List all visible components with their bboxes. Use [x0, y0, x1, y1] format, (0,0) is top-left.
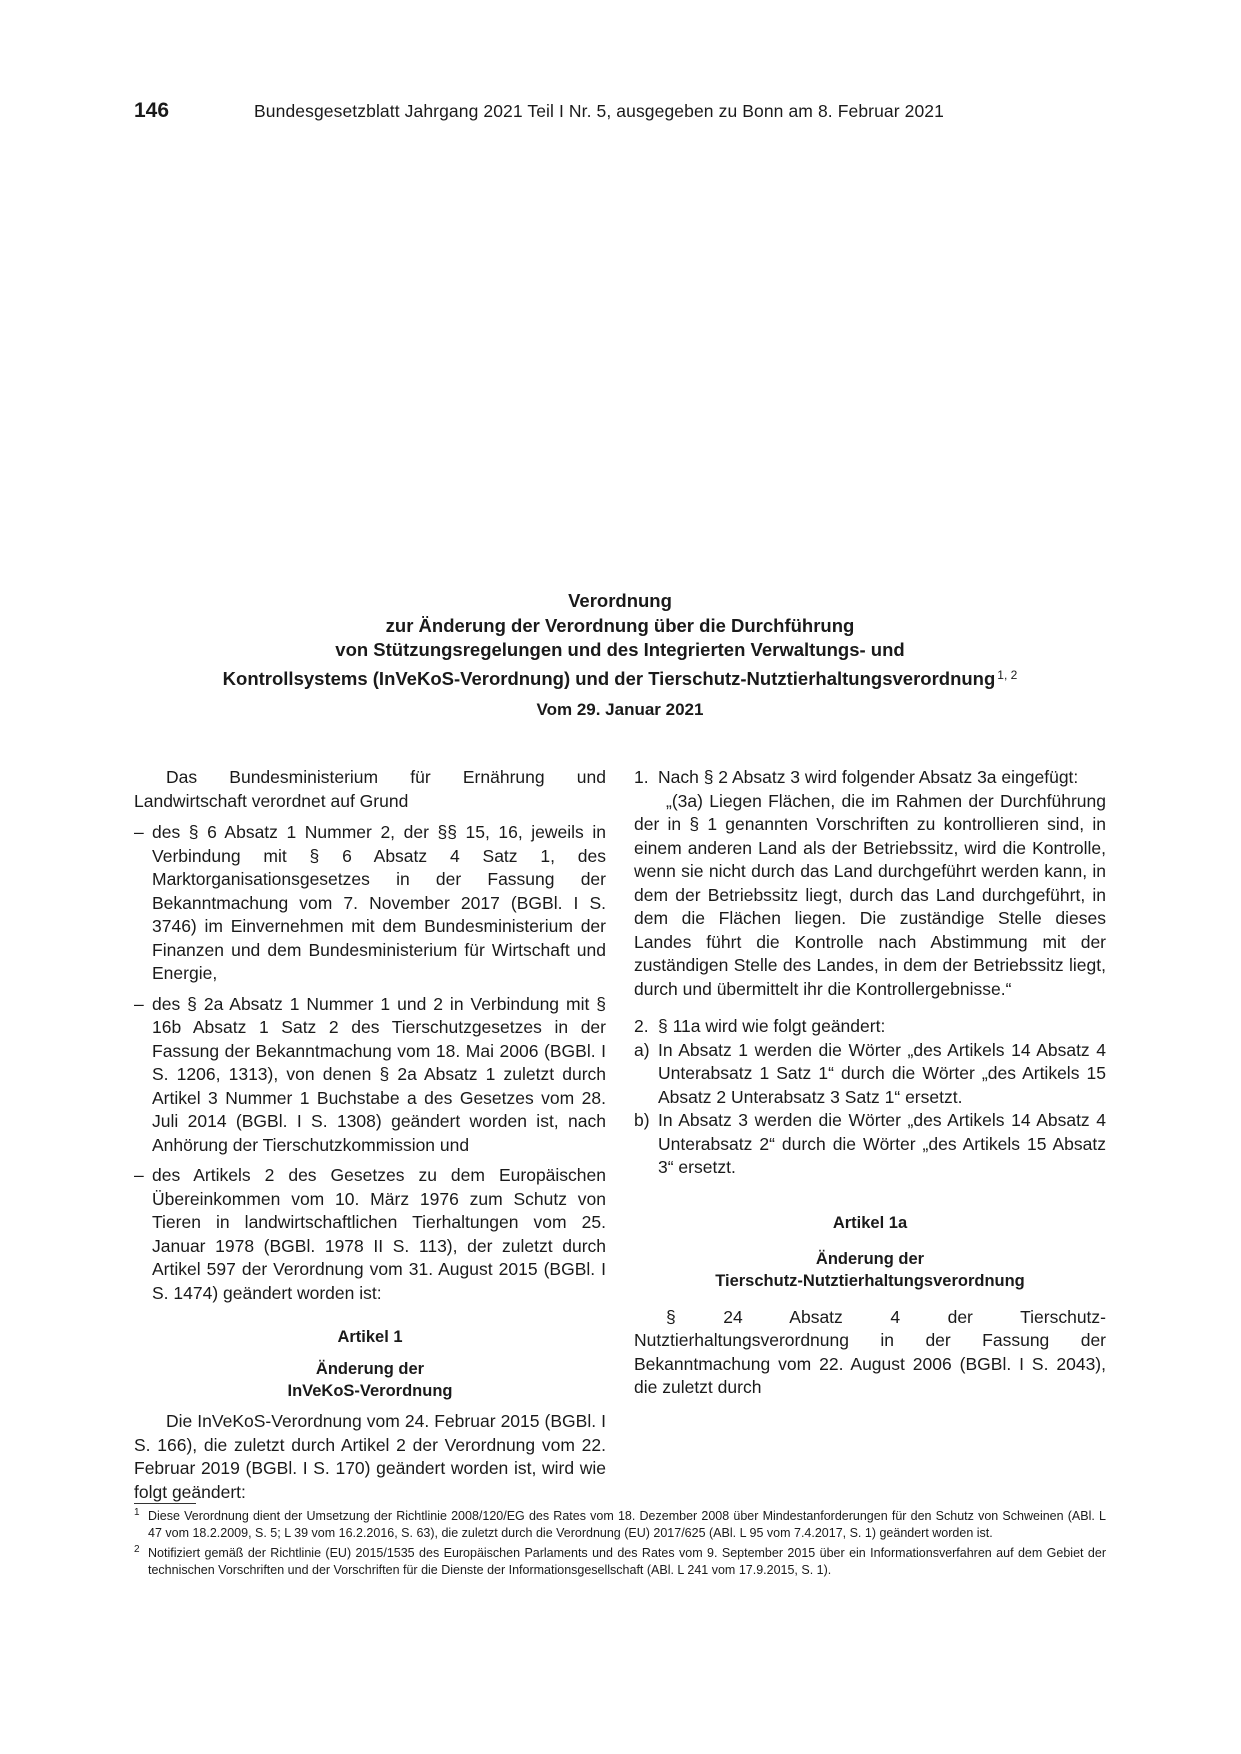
footnote-2 [134, 1545, 1106, 1578]
footnote-divider [134, 1503, 196, 1504]
item-number: 1. [634, 767, 649, 787]
footnote-mark: 1 [134, 1507, 140, 1518]
page-number: 146 [134, 99, 170, 122]
title-line-4 [120, 663, 1120, 692]
item-number: 2. [634, 1016, 649, 1036]
article-1-heading-line-2: InVeKoS-Verordnung [287, 1382, 453, 1400]
running-header [134, 99, 1116, 127]
footnote-2-text: Notifiziert gemäß der Richtlinie (EU) 2015/1535 des Europäischen Parlaments und des Rates vom 9. September 2015 über ein Informationsverfahren auf dem Gebiet der technischen Vorschriften und der Vorschriften für die Dienste der Informationsgesellschaft (ABl. L 241 vom 17.9.2015, S. 1). [148, 1546, 1106, 1577]
document-title [120, 589, 1120, 691]
dash-marker: – [134, 993, 144, 1014]
dash-marker: – [134, 1165, 144, 1185]
legal-basis-text: des § 6 Absatz 1 Nummer 2, der §§ 15, 16, jeweils in Verbindung mit § 6 Absatz 4 Satz 1, des Marktorganisationsgesetzes in der Fassung der Bekanntmachung vom 7. November 2017 (BGBl. I S. 3746) im Einvernehmen mit dem Bundesministerium der Finanzen und dem Bundesministerium für Wirtschaft und Energie, [152, 822, 606, 983]
subitem-label: a) [634, 1039, 650, 1060]
footnote-1 [134, 1508, 1106, 1541]
title-line-1: Verordnung [568, 590, 672, 611]
article-1a-heading-line-1: Änderung der [815, 1249, 925, 1268]
footnotes [134, 1503, 1106, 1582]
article-1a-label: Artikel 1a [832, 1213, 908, 1232]
right-column [634, 766, 1106, 1400]
preamble-intro: Das Bundesministerium für Ernährung und Landwirtschaft verordnet auf Grund [134, 767, 606, 811]
legal-basis-text: des § 2a Absatz 1 Nummer 1 und 2 in Verbindung mit § 16b Absatz 1 Satz 2 des Tierschutzgesetzes in der Fassung der Bekanntmachung vom 18. Mai 2006 (BGBl. I S. 1206, 1313), von denen § 2a Absatz 1 zuletzt durch Artikel 3 Nummer 1 Buchstabe a des Gesetzes vom 28. Juli 2014 (BGBl. I S. 1308) geändert worden ist, nach Anhörung der Tierschutzkommission und [152, 993, 606, 1155]
dash-marker: – [134, 822, 144, 842]
title-line-4-text: Kontrollsystems (InVeKoS-Verordnung) und der Tierschutz-Nutztierhaltungsverordnung [222, 667, 996, 689]
article-1a-heading-line-2: Tierschutz-Nutztierhaltungsverordnung [715, 1271, 1025, 1290]
left-column [134, 766, 606, 1504]
legal-basis-item [134, 1164, 606, 1305]
amendment-subitem-b-text: In Absatz 3 werden die Wörter „des Artikels 14 Absatz 4 Unterabsatz 2“ durch die Wörter „des Artikels 15 Absatz 3“ ersetzt. [658, 1110, 1106, 1177]
article-1-label: Artikel 1 [337, 1328, 403, 1346]
inserted-paragraph-3a: „(3a) Liegen Flächen, die im Rahmen der Durchführung der in § 1 genannten Vorschriften zu kontrollieren sind, in einem anderen Land als der Betriebssitz, wird die Kontrolle, wenn sie nicht durch das Land durchgeführt werden kann, in dem der Betriebssitz liegt, durch das Land durchgeführt, in dem die Flächen liegen. Die zuständige Stelle dieses Landes führt die Kontrolle nach Abstimmung mit der zuständigen Stelle des Landes, in dem der Betriebssitz liegt, durch und übermittelt ihr die Kontrollergebnisse.“ [634, 790, 1106, 999]
article-1-text: Die InVeKoS-Verordnung vom 24. Februar 2015 (BGBl. I S. 166), die zuletzt durch Artikel 2 der Verordnung vom 22. Februar 2019 (BGBl. I S. 170) geändert worden ist, wird wie folgt geändert: [134, 1411, 606, 1502]
amendment-subitem-a-text: In Absatz 1 werden die Wörter „des Artikels 14 Absatz 4 Unterabsatz 1 Satz 1“ durch die Wörter „des Artikels 15 Absatz 2 Unterabsatz 3 Satz 1“ ersetzt. [658, 1039, 1106, 1107]
article-1-heading-line-1: Änderung der [315, 1360, 425, 1378]
legal-basis-text: des Artikels 2 des Gesetzes zu dem Europäischen Übereinkommen vom 10. März 1976 zum Schutz von Tieren in landwirtschaftlichen Tierhaltungen vom 25. Januar 1978 (BGBl. 1978 II S. 113), der zuletzt durch Artikel 597 der Verordnung vom 31. August 2015 (BGBl. I S. 1474) geändert worden ist: [152, 1165, 606, 1303]
title-footnote-refs: 1, 2 [997, 667, 1018, 682]
legal-bases-list [134, 821, 606, 1305]
legal-basis-item [134, 993, 606, 1158]
publication-title: Bundesgesetzblatt Jahrgang 2021 Teil I Nr. 5, ausgegeben zu Bonn am 8. Februar 2021 [254, 101, 944, 121]
amendment-item-2 [634, 1015, 1106, 1039]
title-line-2: zur Änderung der Verordnung über die Durchführung [385, 614, 855, 636]
footnote-mark: 2 [134, 1544, 140, 1555]
footnote-1-text: Diese Verordnung dient der Umsetzung der Richtlinie 2008/120/EG des Rates vom 18. Dezember 2008 über Mindestanforderungen für den Schutz von Schweinen (ABl. L 47 vom 18.2.2009, S. 5; L 39 vom 16.2.2016, S. 63), die zuletzt durch die Verordnung (EU) 2017/625 (ABl. L 95 vom 7.4.2017, S. 1) geändert worden ist. [148, 1509, 1106, 1540]
title-line-3: von Stützungsregelungen und des Integrierten Verwaltungs- und [335, 639, 905, 660]
issue-date: Vom 29. Januar 2021 [536, 700, 704, 719]
legal-basis-item [134, 821, 606, 986]
amendment-item-2-text: § 11a wird wie folgt geändert: [658, 1016, 886, 1036]
amendment-subitem-a [634, 1039, 1106, 1110]
amendment-subitem-b [634, 1109, 1106, 1180]
article-1a-text: § 24 Absatz 4 der Tierschutz-Nutztierhaltungsverordnung in der Fassung der Bekanntmachung vom 22. August 2006 (BGBl. I S. 2043), die zuletzt durch [634, 1306, 1106, 1397]
amendment-item-1 [634, 766, 1106, 790]
amendment-item-1-text: Nach § 2 Absatz 3 wird folgender Absatz 3a eingefügt: [658, 767, 1079, 787]
subitem-label: b) [634, 1110, 650, 1130]
